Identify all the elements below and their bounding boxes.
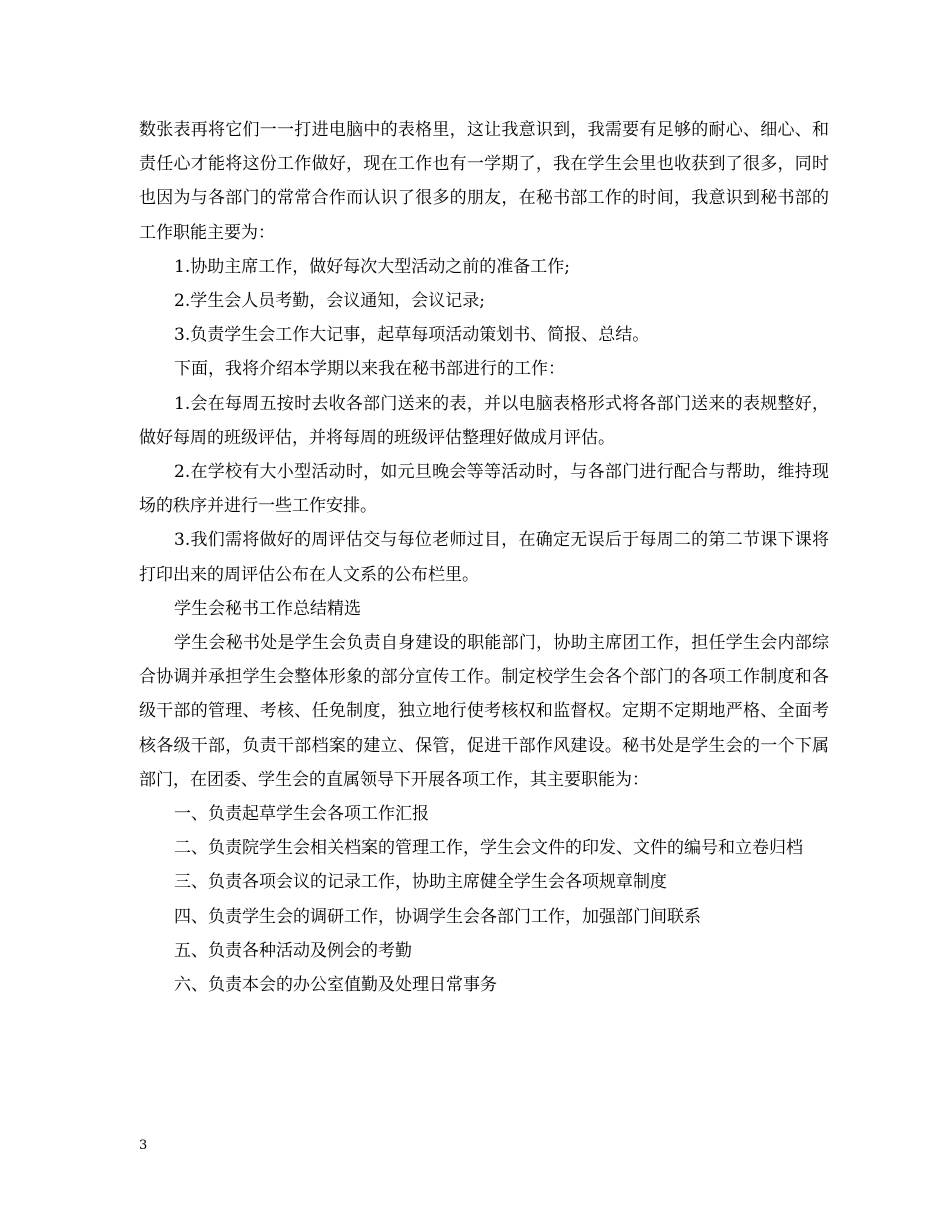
duty-list-item: 3.负责学生会工作大记事，起草每项活动策划书、简报、总结。: [174, 325, 650, 346]
body-paragraph: 下面，我将介绍本学期以来我在秘书部进行的工作：: [174, 359, 565, 380]
function-list-item: 六、负责本会的办公室值勤及处理日常事务: [174, 975, 497, 996]
document-body: [139, 113, 829, 1002]
body-paragraph: 学生会秘书处是学生会负责自身建设的职能部门，协助主席团工作，担任学生会内部综合协调并承担学生会整体形象的部分宣传工作。制定校学生会各个部门的各项工作制度和各级干部的管理、考核、任免制度，独立地行使考核权和监督权。定期不定期地严格、全面考核各级干部，负责干部档案的建立、保管，促进干部作风建设。秘书处是学生会的一个下属部门，在团委、学生会的直属领导下开展各项工作，其主要职能为：: [139, 633, 829, 790]
function-list-item: 二、负责院学生会相关档案的管理工作，学生会文件的印发、文件的编号和立卷归档: [174, 838, 803, 859]
function-list-item: 一、负责起草学生会各项工作汇报: [174, 804, 429, 825]
duty-list-item: 1.协助主席工作，做好每次大型活动之前的准备工作;: [174, 256, 570, 277]
section-heading: 学生会秘书工作总结精选: [174, 598, 361, 619]
work-list-item: 1.会在每周五按时去收各部门送来的表，并以电脑表格形式将各部门送来的表规整好，做好每周的班级评估，并将每周的班级评估整理好做成月评估。: [139, 393, 829, 448]
page-number: 3: [139, 1138, 148, 1153]
function-list-item: 四、负责学生会的调研工作，协调学生会各部门工作，加强部门间联系: [174, 906, 701, 927]
function-list-item: 三、负责各项会议的记录工作，协助主席健全学生会各项规章制度: [174, 872, 667, 893]
work-list-item: 3.我们需将做好的周评估交与每位老师过目，在确定无误后于每周二的第二节课下课将打印出来的周评估公布在人文系的公布栏里。: [139, 530, 829, 585]
duty-list-item: 2.学生会人员考勤，会议通知，会议记录;: [174, 291, 485, 312]
work-list-item: 2.在学校有大小型活动时，如元旦晚会等等活动时，与各部门进行配合与帮助，维持现场的秩序并进行一些工作安排。: [139, 462, 829, 517]
function-list-item: 五、负责各种活动及例会的考勤: [174, 940, 412, 961]
body-paragraph: 数张表再将它们一一打进电脑中的表格里，这让我意识到，我需要有足够的耐心、细心、和责任心才能将这份工作做好，现在工作也有一学期了，我在学生会里也收获到了很多，同时也因为与各部门的常常合作而认识了很多的朋友，在秘书部工作的时间，我意识到秘书部的工作职能主要为：: [139, 120, 829, 243]
